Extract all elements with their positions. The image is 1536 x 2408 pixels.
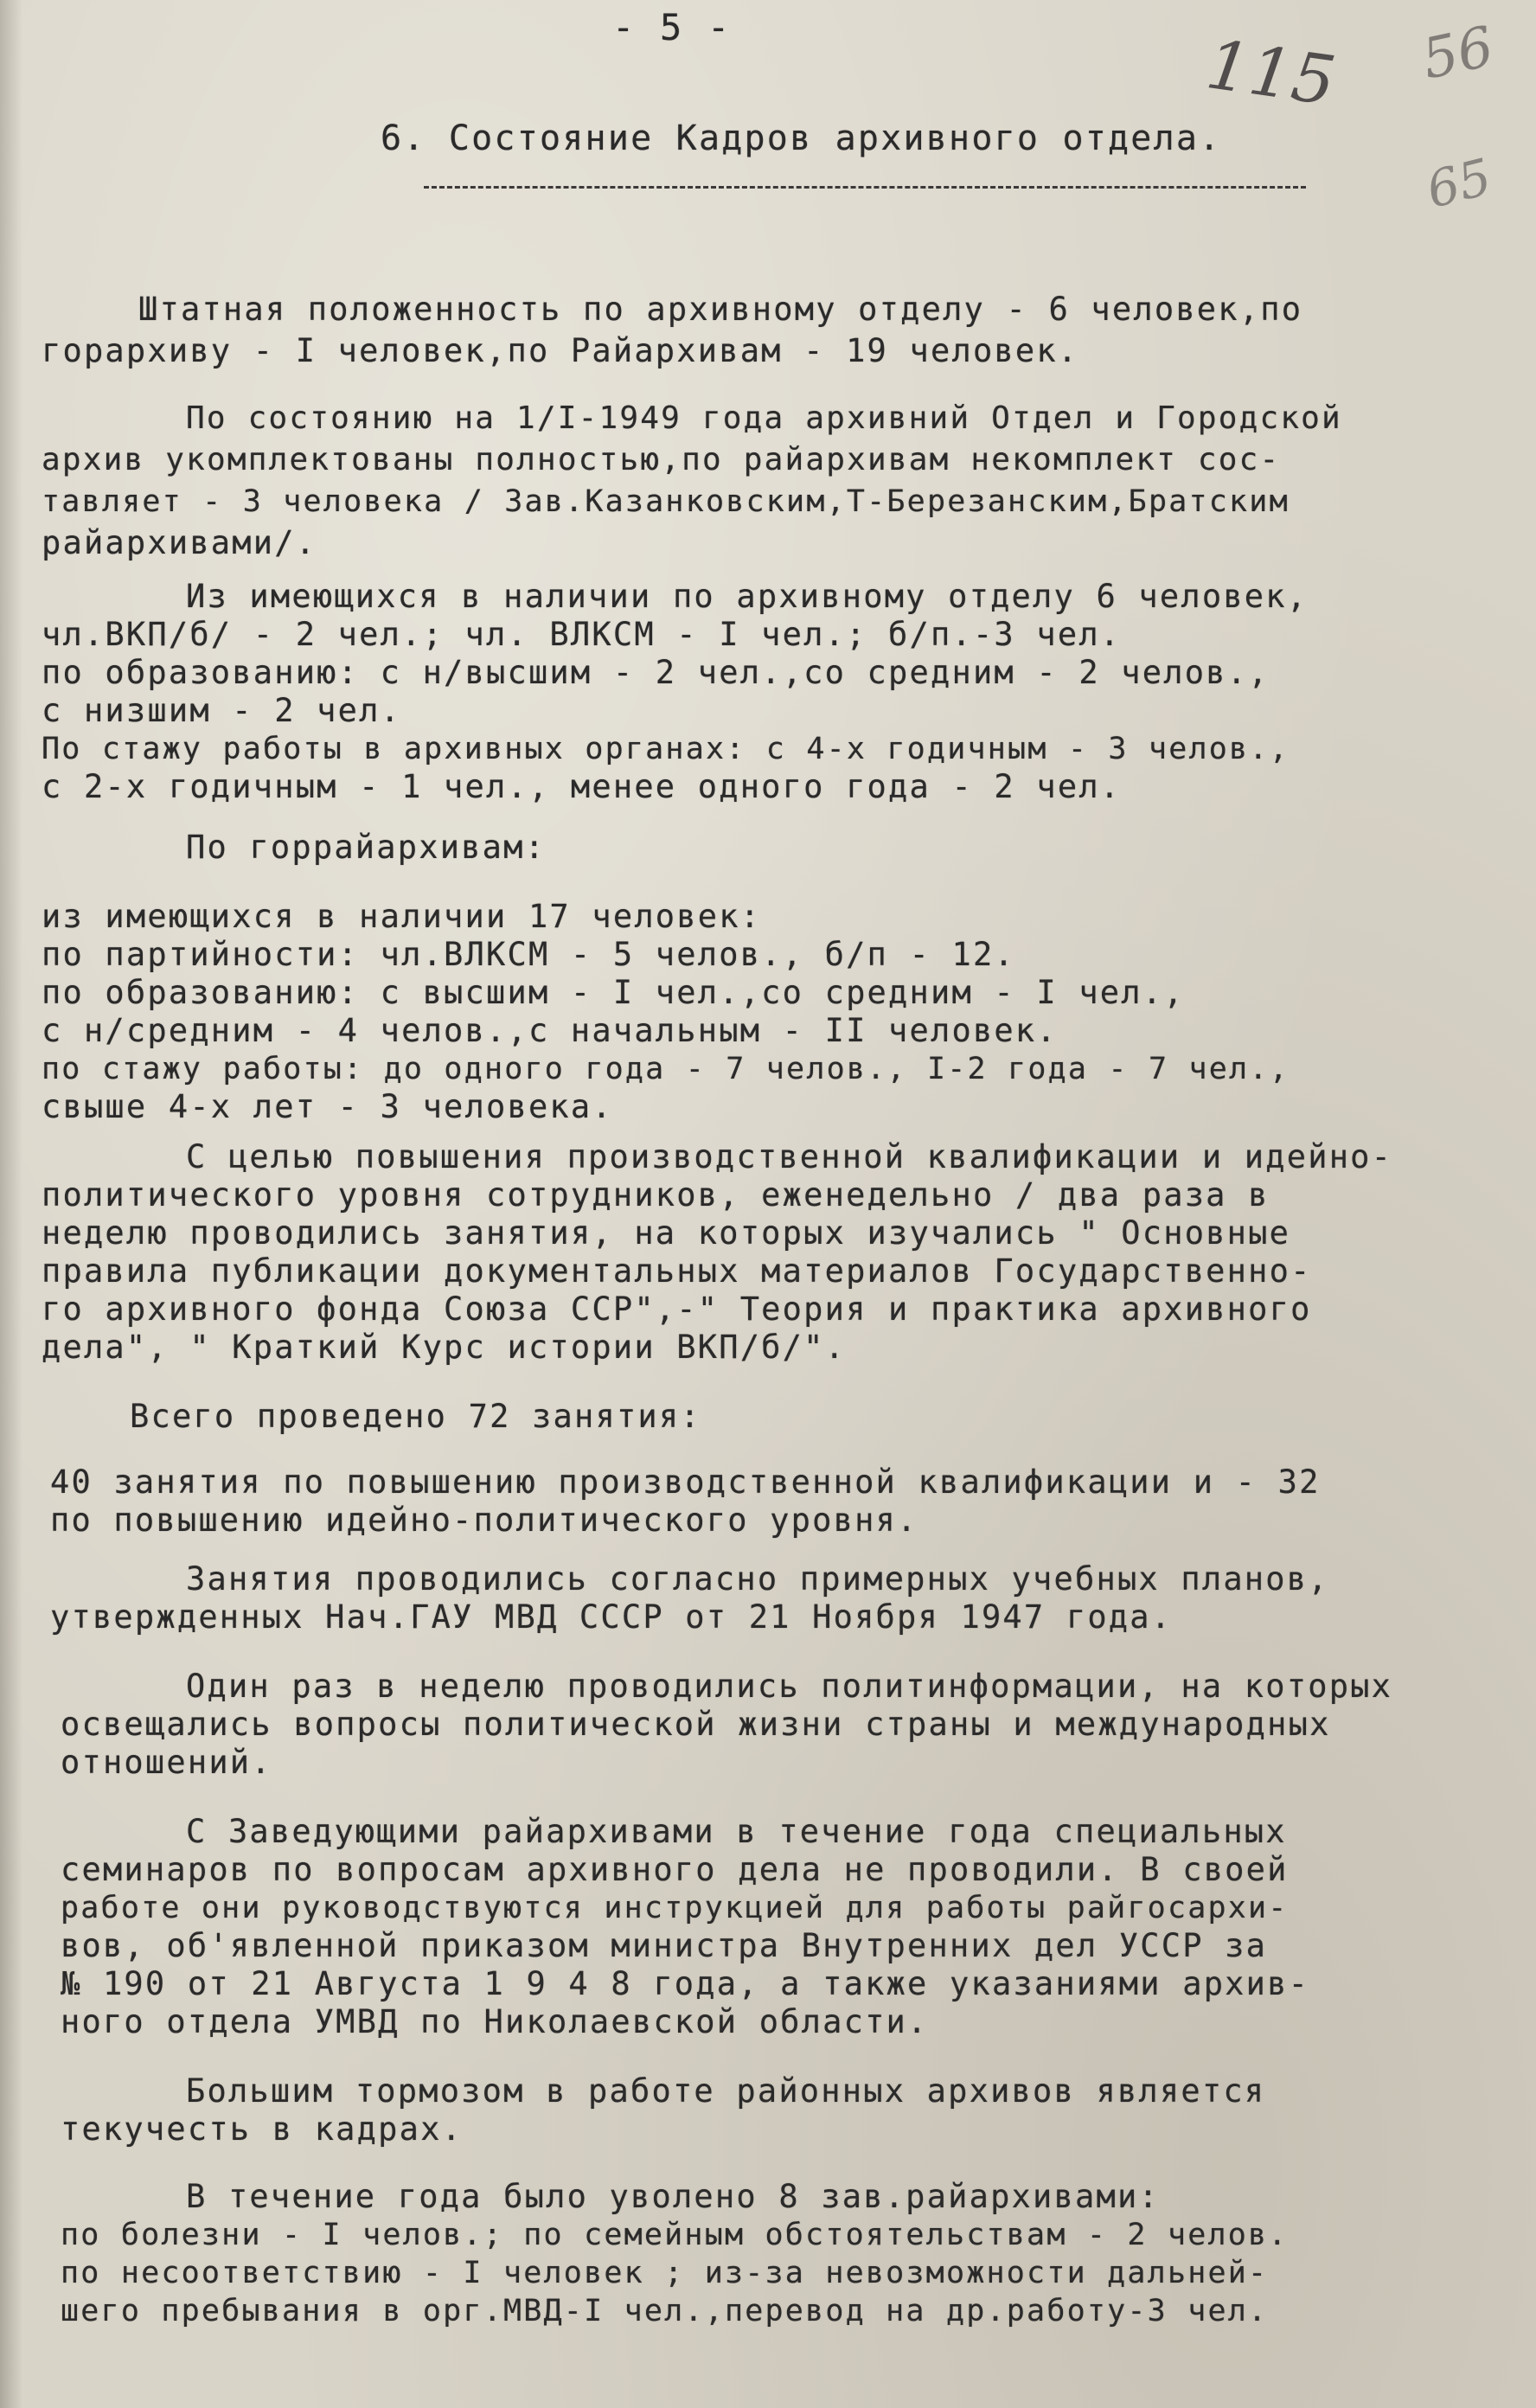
text-line: С Заведующими райархивами в течение года специальных [186,1813,1287,1850]
text-line: дела", " Краткий Курс истории ВКП/б/". [42,1329,847,1366]
text-line: работе они руководствуются инструкцией для работы райгосархи- [61,1891,1289,1925]
text-line: архив укомплектованы полностью,по райархивам некомплект сос- [42,442,1281,477]
text-line: утвержденных Нач.ГАУ МВД СССР от 21 Ноября 1947 года. [50,1598,1173,1636]
text-line: С целью повышения производственной квалификации и идейно- [186,1138,1393,1175]
text-line: шего пребывания в орг.МВД-I чел.,перевод на др.работу-3 чел. [61,2294,1269,2328]
text-line: го архивного фонда Союза ССР",-" Теория и практика архивного [42,1290,1312,1328]
text-line: Большим тормозом в работе районных архивов является [186,2072,1266,2110]
text-line: по несоответствию - I человек ; из-за невозможности дальней- [61,2256,1269,2290]
text-line: по образованию: с н/высшим - 2 чел.,со средним - 2 челов., [42,654,1270,691]
text-line: По состоянию на 1/I-1949 года архивний Отдел и Городской [186,400,1342,436]
text-line: по партийности: чл.ВЛКСМ - 5 челов., б/п - 12. [42,936,1015,973]
text-line: вов, об'явленной приказом министра Внутренних дел УССР за [61,1927,1268,1964]
text-line: Занятия проводились согласно примерных учебных планов, [186,1560,1329,1598]
archive-sheet-number-margin: 65 [1420,147,1497,220]
archive-sheet-number: 115 [1201,26,1341,121]
text-line: райархивами/. [42,524,317,561]
text-line: ного отдела УМВД по Николаевской области. [61,2003,929,2040]
text-line: по болезни - I челов.; по семейным обстоятельствам - 2 челов. [61,2218,1289,2252]
text-line: с 2-х годичным - 1 чел., менее одного года - 2 чел. [42,768,1122,805]
text-line: Штатная положенность по архивному отделу - 6 человек,по [138,291,1303,328]
text-line: текучесть в кадрах. [61,2110,464,2148]
text-line: по стажу работы: до одного года - 7 челов., I-2 года - 7 чел., [42,1052,1290,1086]
page-number: - 5 - [612,6,732,48]
text-line: неделю проводились занятия, на которых изучались " Основные [42,1214,1291,1252]
text-line: 40 занятия по повышению производственной квалификации и - 32 [50,1463,1321,1501]
archive-sheet-number-old: 56 [1417,15,1500,93]
text-line: по образованию: с высшим - I чел.,со средним - I чел., [42,974,1185,1011]
text-line: тавляет - 3 человека / Зав.Казанковским,Т-Березанским,Братским [42,484,1290,519]
text-line: В течение года было уволено 8 зав.райархивами: [186,2178,1160,2215]
text-line: из имеющихся в наличии 17 человек: [42,898,762,935]
text-line: политического уровня сотрудников, еженедельно / два раза в [42,1176,1270,1214]
text-line: Один раз в неделю проводились политинформации, на которых [186,1668,1393,1705]
text-line: Всего проведено 72 занятия: [130,1398,701,1435]
text-line: горархиву - I человек,по Райархивам - 19 человек. [42,332,1079,369]
text-line: Из имеющихся в наличии по архивному отделу 6 человек, [186,578,1309,615]
text-line: чл.ВКП/б/ - 2 чел.; чл. ВЛКСМ - I чел.; б/п.-3 чел. [42,616,1122,653]
text-line: свыше 4-х лет - 3 человека. [42,1088,613,1125]
text-line: По стажу работы в архивных органах: с 4-х годичным - 3 челов., [42,732,1290,766]
section-title: 6. Состояние Кадров архивного отдела. [381,118,1222,158]
text-line: по повышению идейно-политического уровня. [50,1502,918,1539]
text-line: семинаров по вопросам архивного дела не проводили. В своей [61,1851,1289,1888]
text-line: с н/средним - 4 челов.,с начальным - II человек. [42,1012,1058,1049]
text-line: отношений. [61,1744,272,1781]
title-underline [424,186,1306,189]
text-line: правила публикации документальных материалов Государственно- [42,1252,1312,1290]
text-line: № 190 от 21 Августа 1 9 4 8 года, а также указаниями архив- [61,1965,1310,2002]
text-line: освещались вопросы политической жизни страны и международных [61,1706,1331,1743]
text-line: По горрайархивам: [186,829,547,866]
text-line: с низшим - 2 чел. [42,692,402,729]
